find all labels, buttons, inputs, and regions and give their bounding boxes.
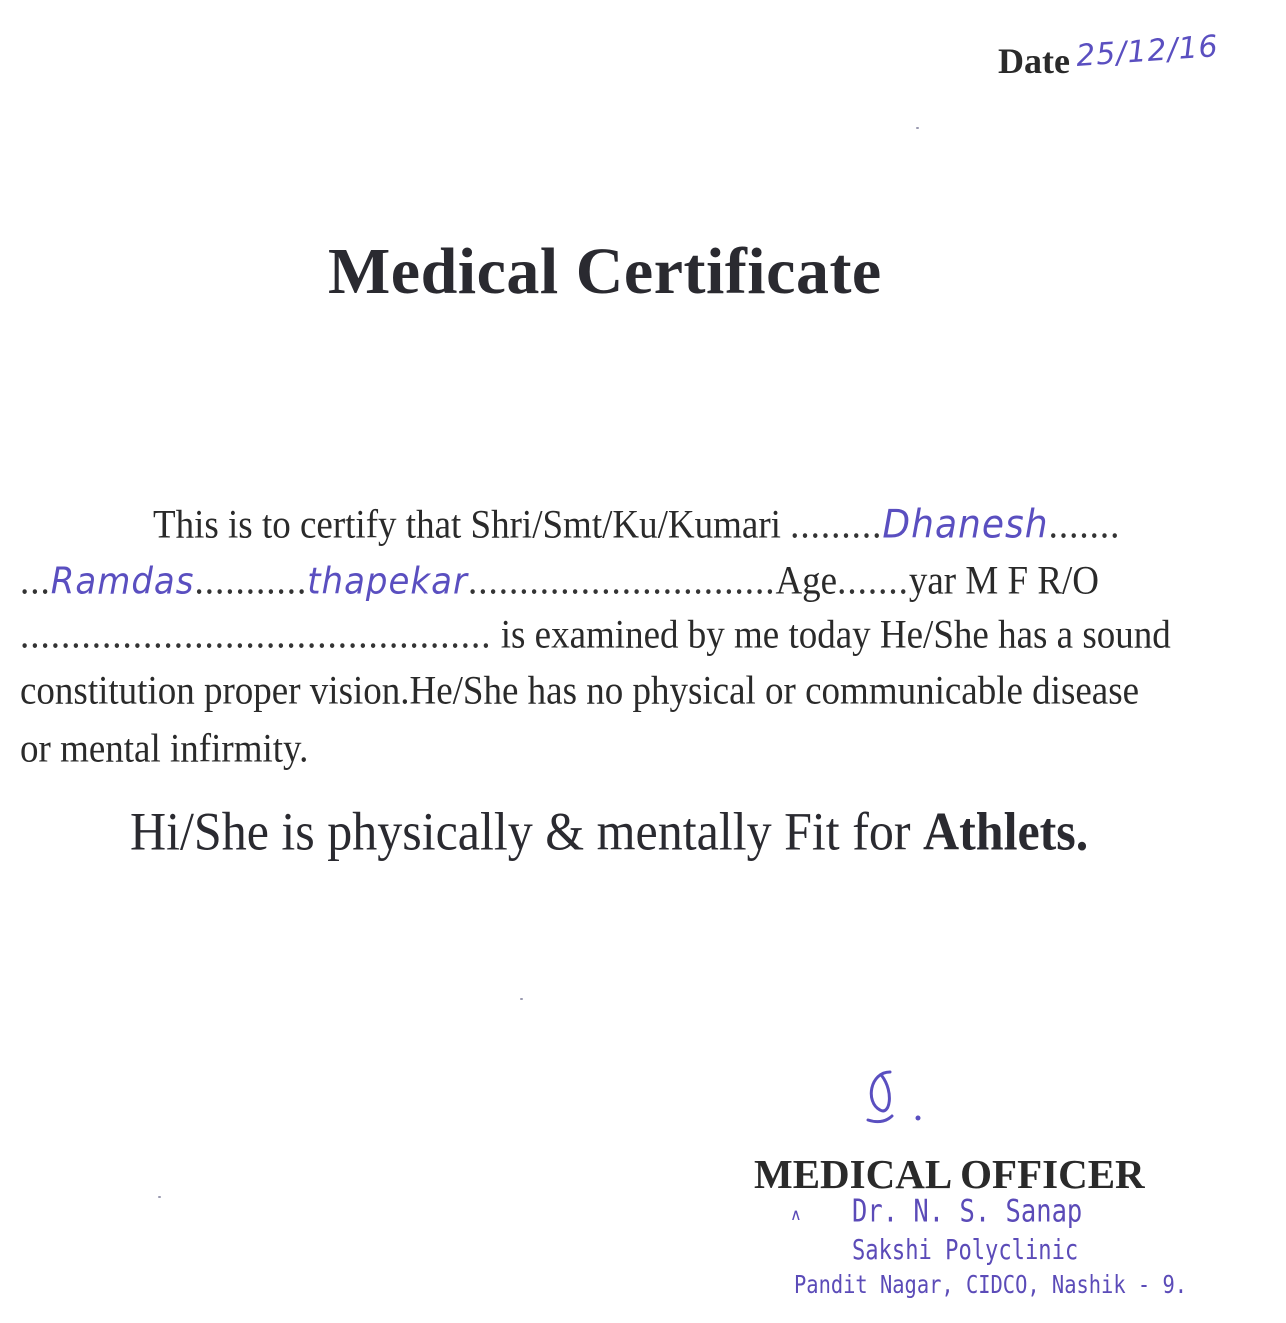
handwritten-middle-name: Ramdas [50, 560, 195, 604]
age-label: Age [775, 559, 838, 604]
dots: ......... [790, 503, 883, 548]
signature-mark [860, 1062, 940, 1132]
infirmity-text: or mental infirmity. [20, 727, 309, 772]
fitness-activity: Athlets [923, 801, 1076, 862]
body-line-5 [20, 726, 308, 772]
stamp-clinic-name: Sakshi Polyclinic [852, 1235, 1079, 1267]
date-label: Date [998, 41, 1070, 81]
page-title: Medical Certificate [328, 235, 882, 308]
dots: ........... [194, 559, 308, 604]
dots: .............................................. [20, 613, 492, 658]
scan-speck [916, 127, 919, 129]
body-line-3 [20, 612, 1171, 658]
dots: ....... [837, 559, 909, 604]
handwritten-last-name: thapekar [307, 560, 468, 604]
officer-title: MEDICAL OFFICER [754, 1151, 1145, 1197]
body-line-2 [20, 558, 1099, 604]
dots: ....... [1048, 503, 1121, 548]
fitness-text: Hi/She is physically & mentally Fit for [130, 801, 911, 862]
scan-speck [520, 998, 523, 1000]
gender-residence-text: yar M F R/O [908, 559, 1099, 604]
body-line-1 [153, 502, 1120, 548]
stamp-doctor-name: Dr. N. S. Sanap [852, 1193, 1083, 1230]
fitness-end: . [1075, 801, 1089, 862]
fitness-statement [130, 800, 1088, 863]
body-line-4 [20, 668, 1139, 714]
scan-speck [158, 1196, 161, 1198]
date-value: 25/12/16 [1074, 29, 1220, 74]
handwritten-first-name: Dhanesh [882, 503, 1049, 548]
constitution-text: constitution proper vision.He/She has no physical or communicable disease [20, 669, 1140, 714]
certify-text: This is to certify that Shri/Smt/Ku/Kumari [153, 503, 781, 548]
stamp-address: Pandit Nagar, CIDCO, Nashik - 9. [794, 1270, 1188, 1300]
stamp-mark: ∧ [790, 1207, 802, 1224]
examined-text: is examined by me today He/She has a sound [500, 613, 1171, 658]
dots: ... [20, 559, 51, 604]
dots: .............................. [467, 559, 776, 604]
